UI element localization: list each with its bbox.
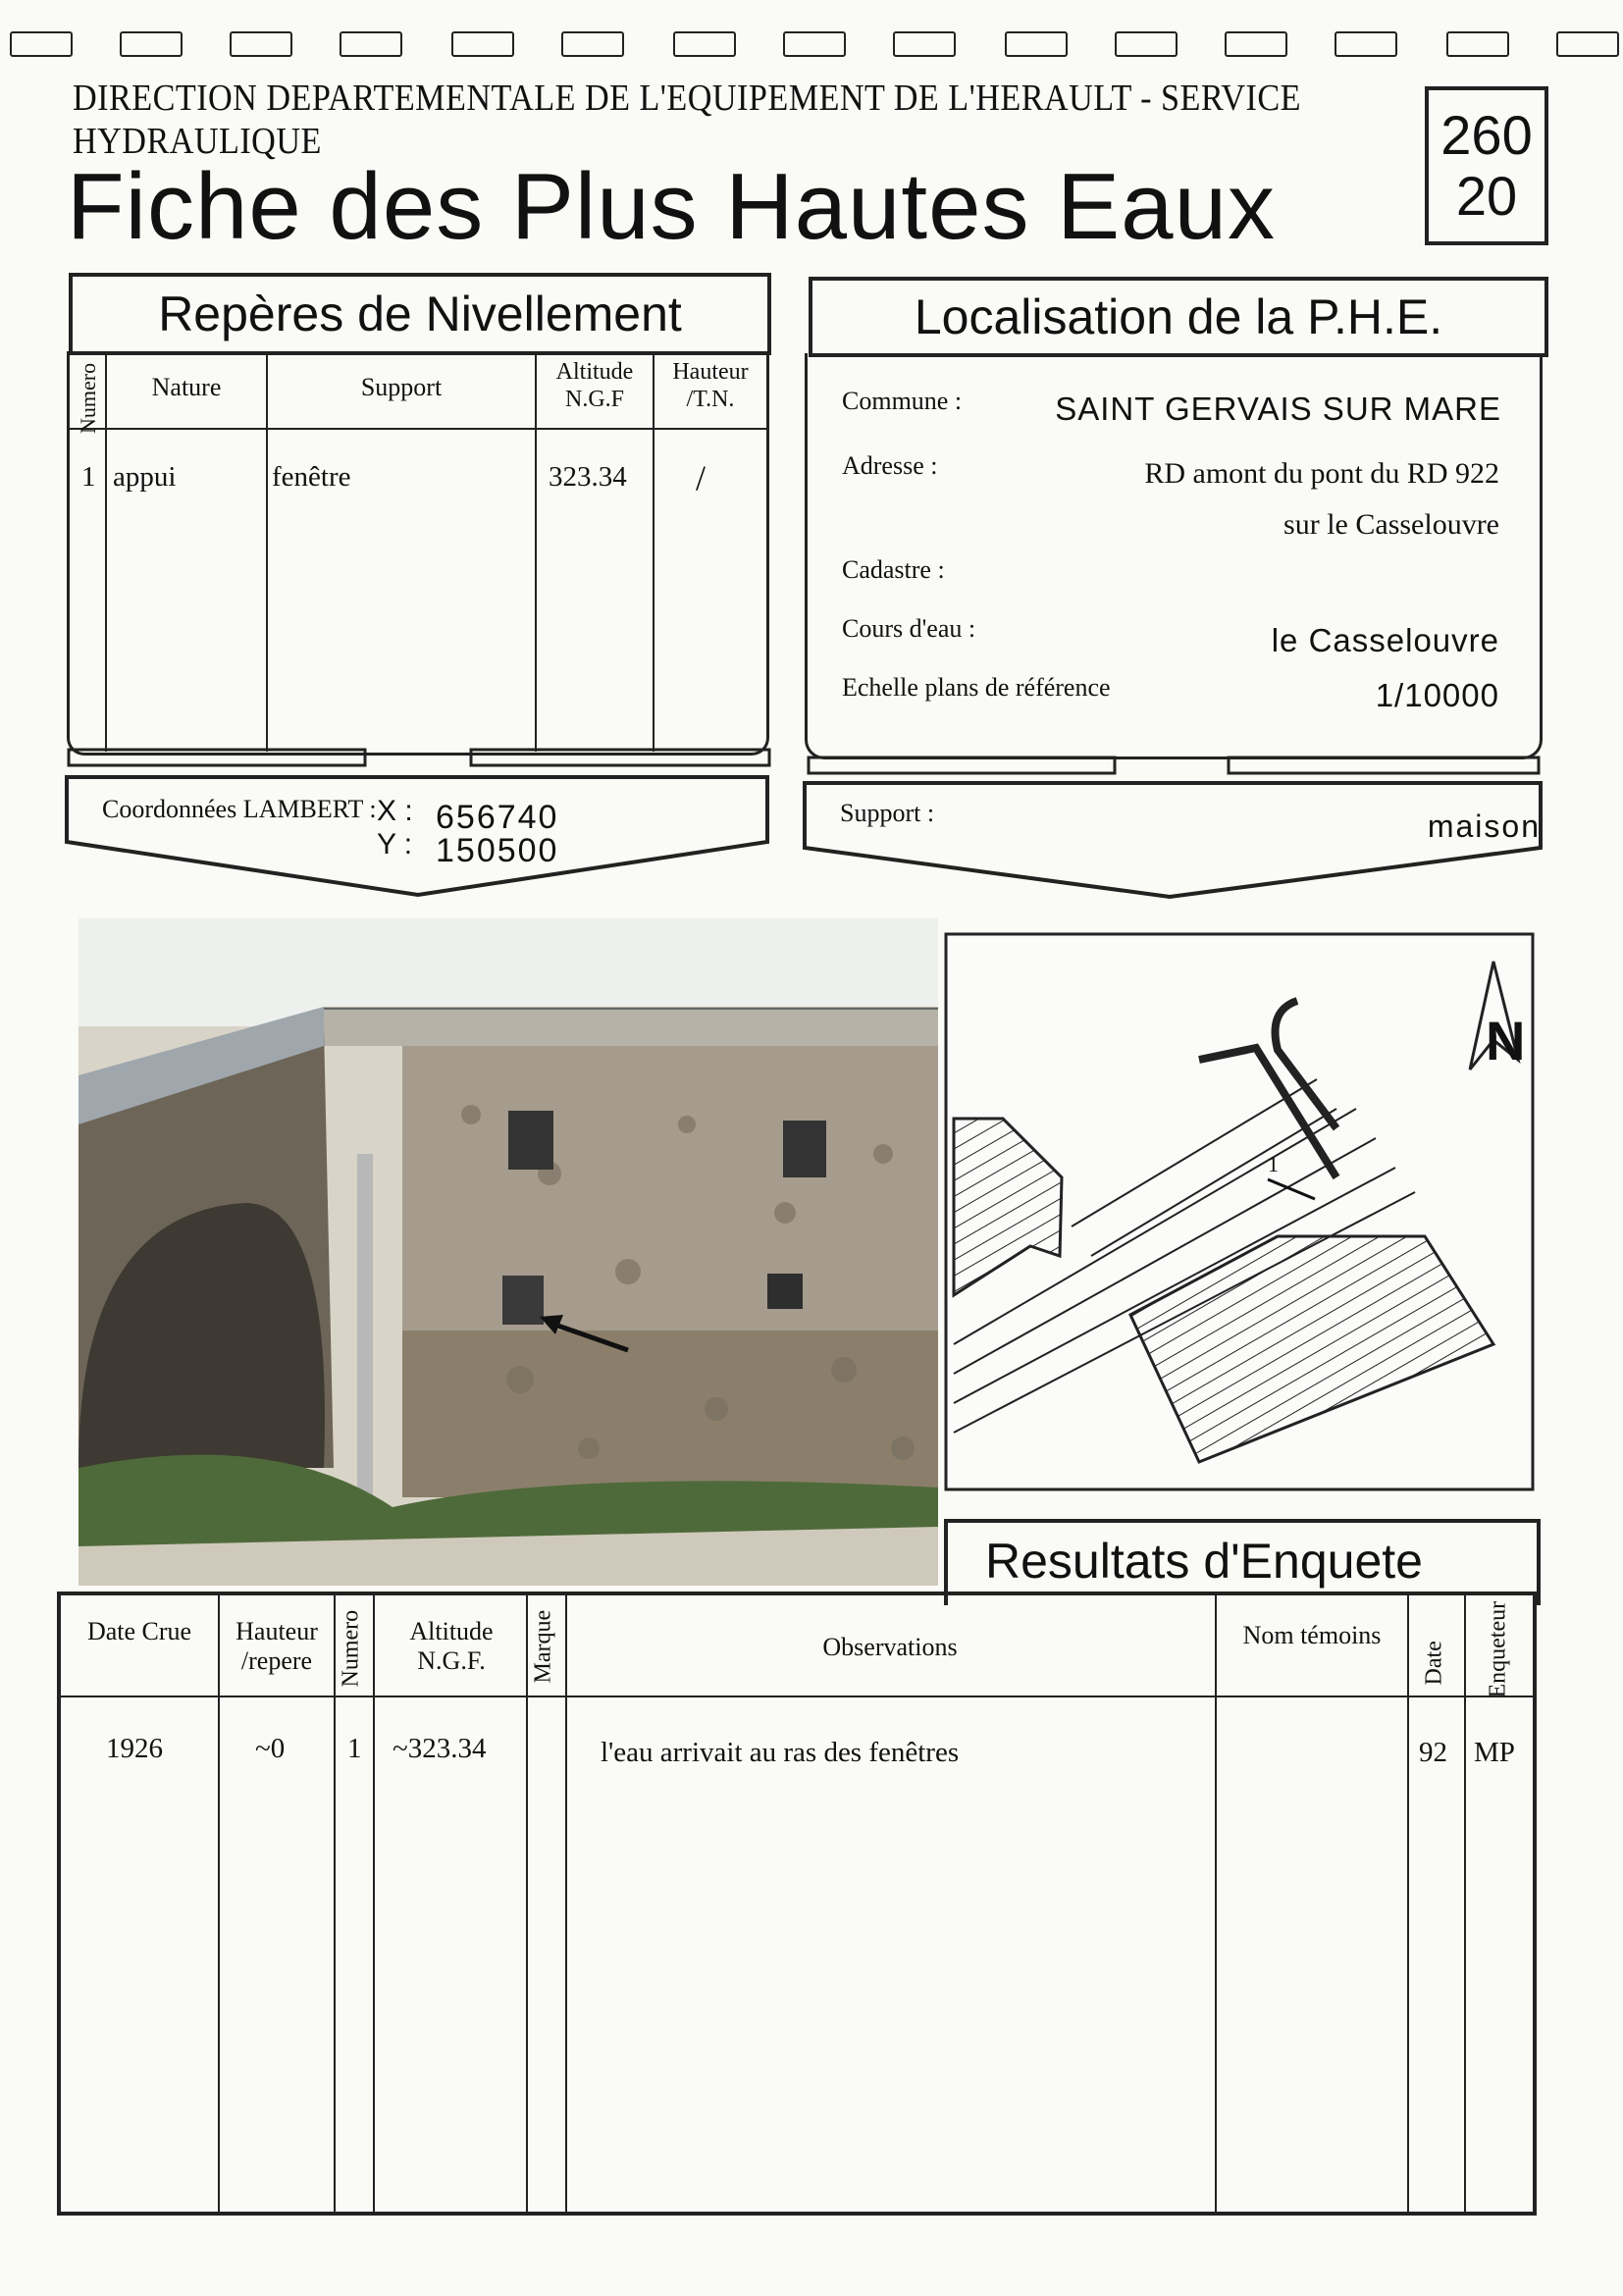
row-enqueteur: MP — [1474, 1737, 1515, 1768]
resultats-title: Resultats d'Enquete — [985, 1534, 1423, 1589]
commune-value: SAINT GERVAIS SUR MARE — [1055, 391, 1501, 427]
reference-number: 260 — [1440, 104, 1533, 166]
site-photo — [79, 918, 938, 1586]
col-date-crue-header: Date Crue — [86, 1617, 192, 1645]
col-altitude-header: Altitude N.G.F — [555, 359, 634, 412]
col-numero-header: Numero — [338, 1609, 364, 1688]
resultats-table — [57, 1592, 1537, 2216]
reperes-support: fenêtre — [272, 461, 351, 493]
reperes-numero: 1 — [81, 461, 96, 493]
map-marker-label: 1 — [1268, 1152, 1279, 1176]
localisation-title-box — [809, 277, 1548, 357]
row-observations: l'eau arrivait au ras des fenêtres — [601, 1737, 960, 1768]
reference-box — [1425, 86, 1548, 245]
commune-label: Commune : — [842, 387, 963, 415]
support-value: maison — [1427, 809, 1541, 844]
reperes-nature: appui — [113, 461, 177, 493]
lambert-y-label: Y : — [377, 828, 413, 861]
reperes-title-box — [69, 273, 771, 355]
reference-subnumber: 20 — [1455, 165, 1518, 227]
lambert-x-value: 656740 — [436, 799, 559, 836]
col-hauteur-header: Hauteur /T.N. — [672, 359, 749, 412]
col-nature-header: Nature — [151, 373, 222, 401]
col-numero-header: Numero — [76, 362, 100, 434]
row-numero: 1 — [347, 1733, 362, 1764]
row-date-crue: 1926 — [106, 1733, 163, 1764]
row-altitude: ~323.34 — [393, 1733, 487, 1764]
adresse-line2: sur le Casselouvre — [1283, 508, 1499, 541]
col-altitude-ngf-header: Altitude N.G.F. — [409, 1617, 494, 1675]
echelle-value: 1/10000 — [1375, 677, 1499, 713]
row-date: 92 — [1419, 1737, 1447, 1768]
reperes-hauteur: / — [696, 458, 707, 497]
location-map — [944, 932, 1535, 1491]
col-nom-temoins-header: Nom témoins — [1242, 1621, 1382, 1649]
echelle-label: Echelle plans de référence — [842, 673, 1111, 702]
cours-value: le Casselouvre — [1271, 622, 1499, 658]
reperes-title: Repères de Nivellement — [158, 287, 682, 341]
lambert-label: Coordonnées LAMBERT : — [102, 795, 377, 823]
col-hauteur-repere-header: Hauteur /repere — [236, 1617, 318, 1675]
col-observations-header: Observations — [822, 1633, 958, 1661]
col-support-header: Support — [360, 373, 443, 401]
col-marque-header: Marque — [530, 1609, 556, 1684]
localisation-title: Localisation de la P.H.E. — [914, 289, 1443, 344]
cours-label: Cours d'eau : — [842, 614, 976, 643]
north-arrow-label: N — [1486, 1010, 1526, 1071]
col-enqueteur-header: Enqueteur — [1485, 1600, 1511, 1698]
page-title: Fiche des Plus Hautes Eaux — [67, 154, 1276, 259]
support-label: Support : — [840, 799, 935, 827]
lambert-y-value: 150500 — [436, 832, 559, 869]
row-hauteur: ~0 — [255, 1733, 286, 1764]
lambert-arrow-panel — [59, 748, 781, 905]
reperes-altitude: 323.34 — [549, 461, 627, 493]
adresse-label: Adresse : — [842, 451, 938, 480]
adresse-line1: RD amont du pont du RD 922 — [1144, 457, 1499, 490]
cadastre-label: Cadastre : — [842, 555, 945, 584]
col-date-header: Date — [1421, 1641, 1447, 1686]
lambert-x-label: X : — [377, 795, 413, 827]
agency-header: DIRECTION DEPARTEMENTALE DE L'EQUIPEMENT DE L'HERAULT - SERVICE HYDRAULIQUE — [73, 78, 1301, 162]
reperes-table — [67, 351, 769, 756]
